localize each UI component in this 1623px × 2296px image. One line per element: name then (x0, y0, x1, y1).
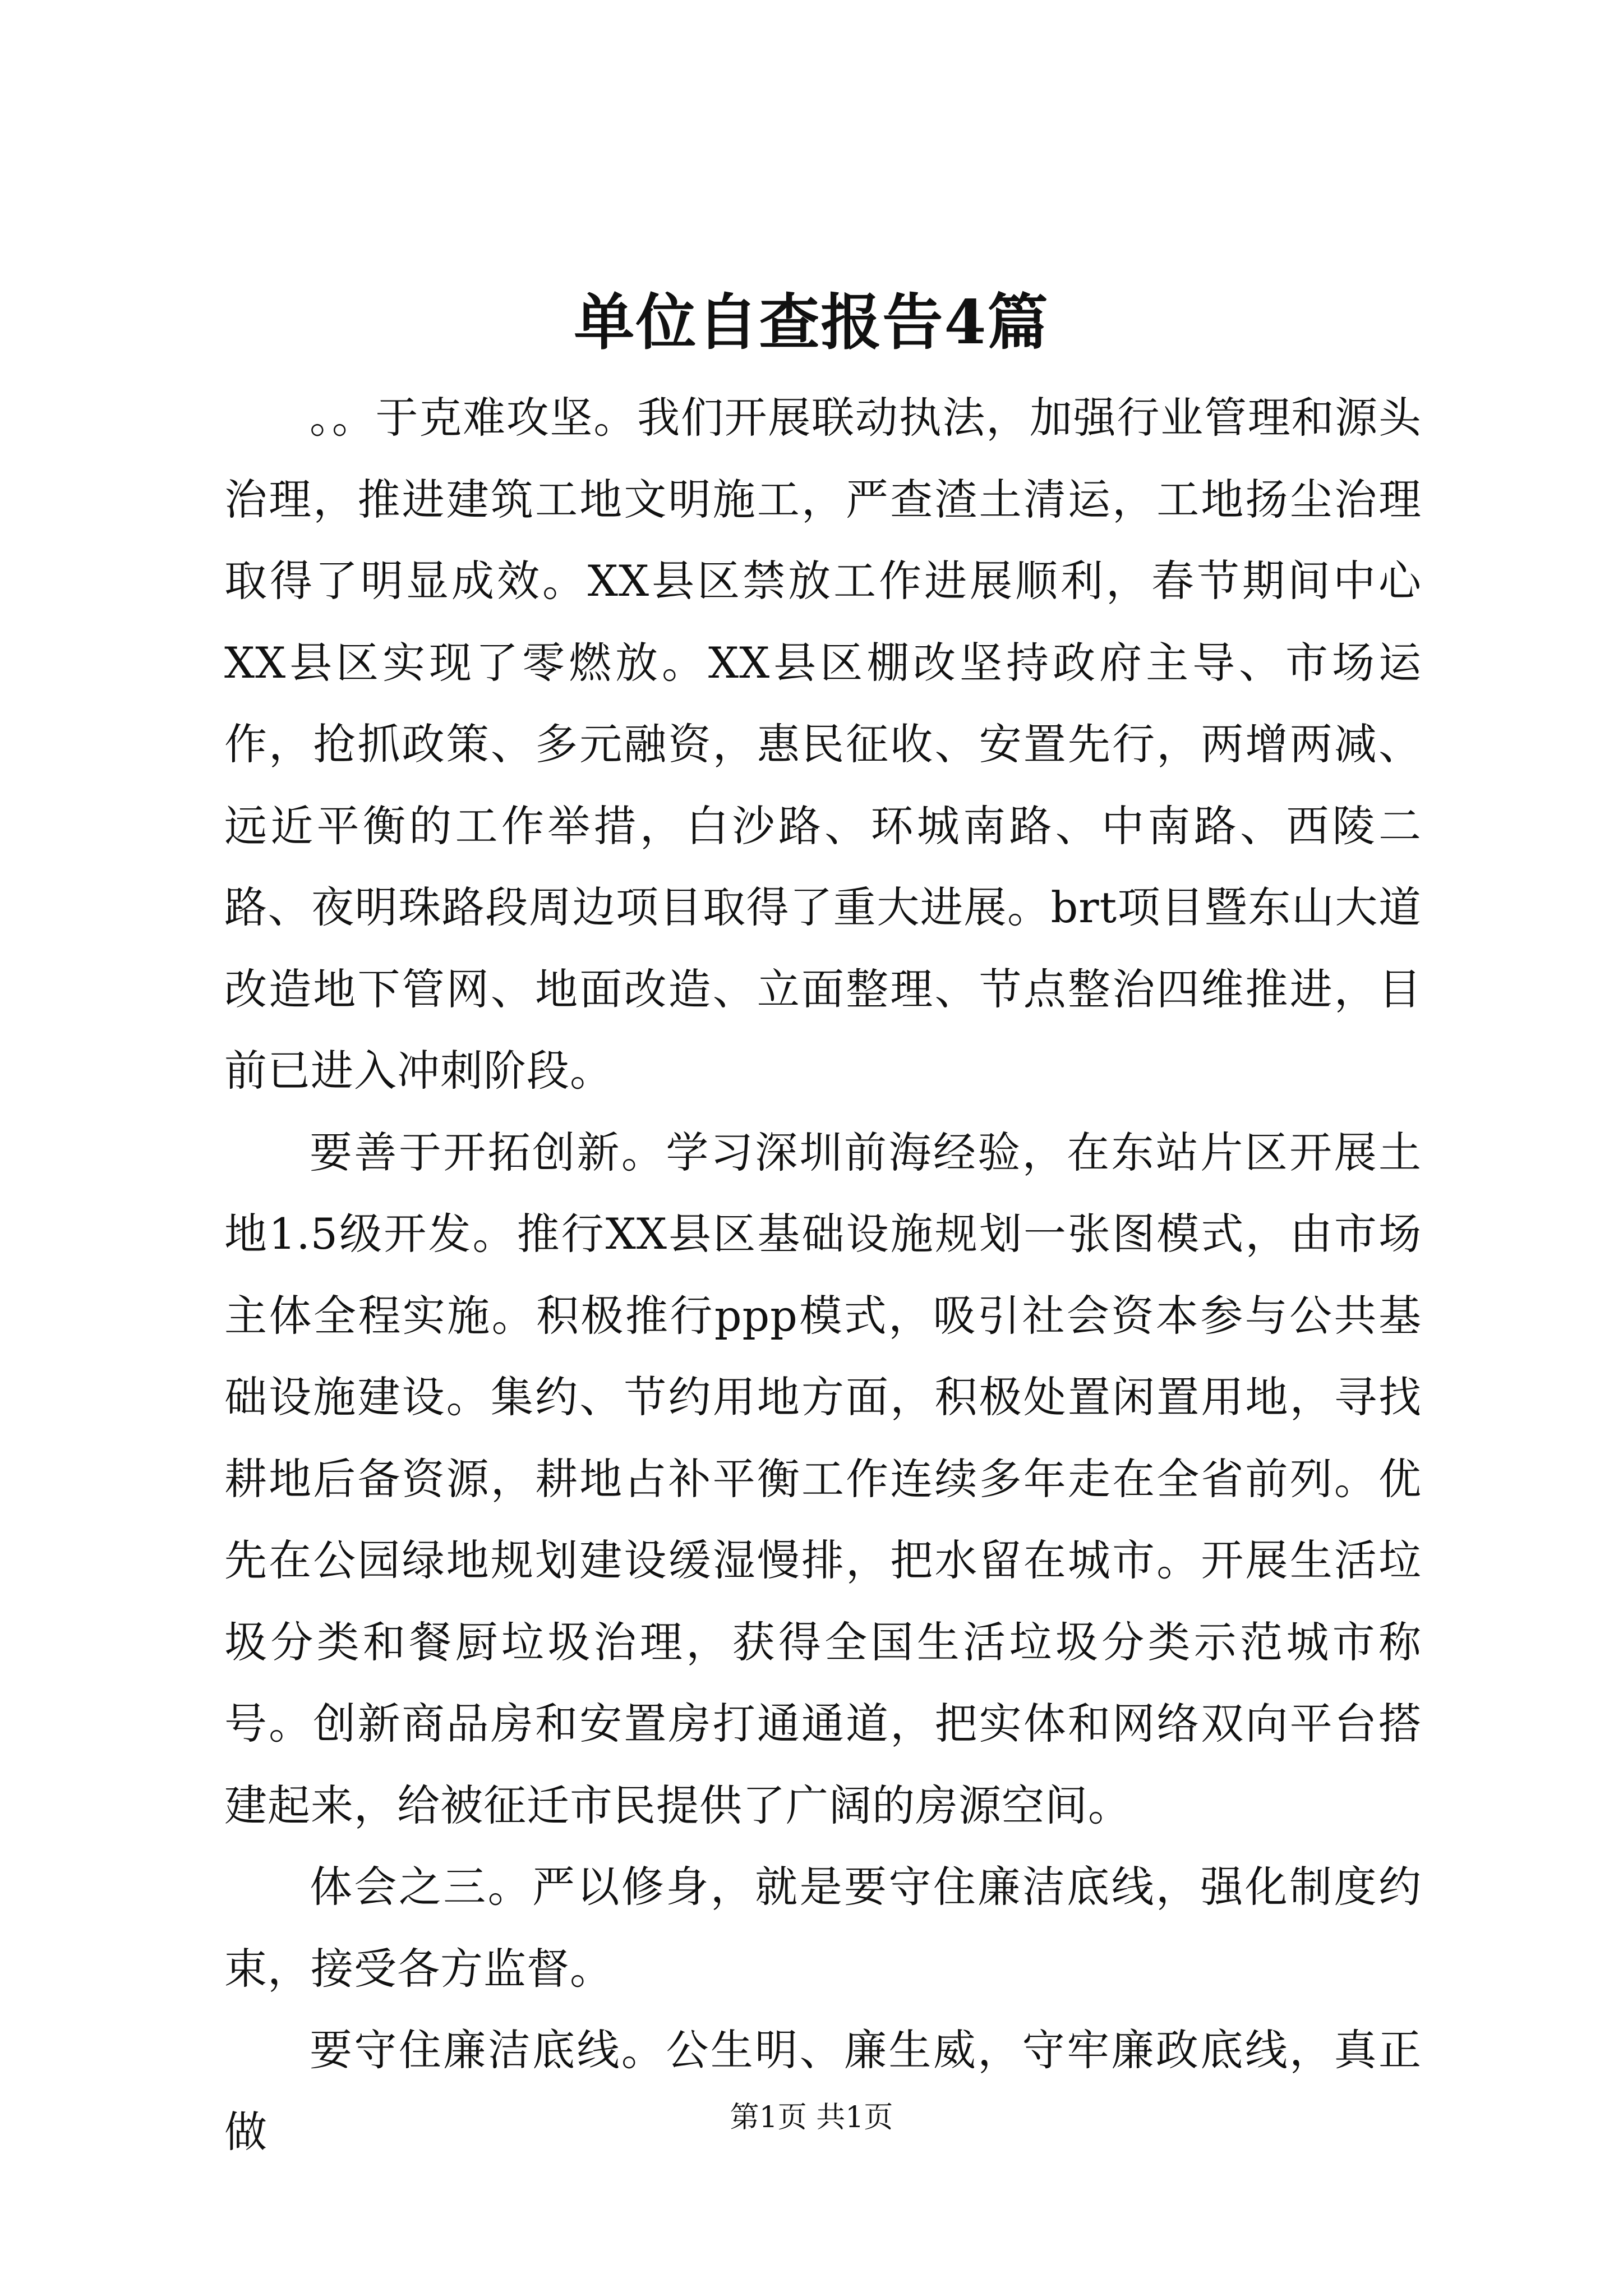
document-body (224, 377, 1422, 2173)
paragraph-4: 要守住廉洁底线。公生明、廉生威，守牢廉政底线，真正做 (224, 2025, 1422, 2157)
paragraph-2: 要善于开拓创新。学习深圳前海经验，在东站片区开展土地1.5级开发。推行XX县区基础设施规划一张图模式，由市场主体全程实施。积极推行ppp模式，吸引社会资本参与公共基础设施建设。集约、节约用地方面，积极处置闲置用地，寻找耕地后备资源，耕地占补平衡工作连续多年走在全省前列。优先在公园绿地规划建设缓湿慢排，把水留在城市。开展生活垃圾分类和餐厨垃圾治理，获得全国生活垃圾分类示范城市称号。创新商品房和安置房打通通道，把实体和网络双向平台搭建起来，给被征迁市民提供了广阔的房源空间。 (224, 1127, 1422, 1830)
page-footer: 第1页 共1页 (730, 2101, 893, 2134)
paragraph-3: 体会之三。严以修身，就是要守住廉洁底线，强化制度约束，接受各方监督。 (224, 1862, 1422, 1994)
paragraph-1: 。。于克难攻坚。我们开展联动执法，加强行业管理和源头治理，推进建筑工地文明施工，严查渣土清运，工地扬尘治理取得了明显成效。XX县区禁放工作进展顺利，春节期间中心XX县区实现了零燃放。XX县区棚改坚持政府主导、市场运作，抢抓政策、多元融资，惠民征收、安置先行，两增两减、远近平衡的工作举措，白沙路、环城南路、中南路、西陵二路、夜明珠路段周边项目取得了重大进展。brt项目暨东山大道改造地下管网、地面改造、立面整理、节点整治四维推进，目前已进入冲刺阶段。 (224, 393, 1422, 1096)
document-title: 单位自查报告4篇 (574, 287, 1049, 358)
